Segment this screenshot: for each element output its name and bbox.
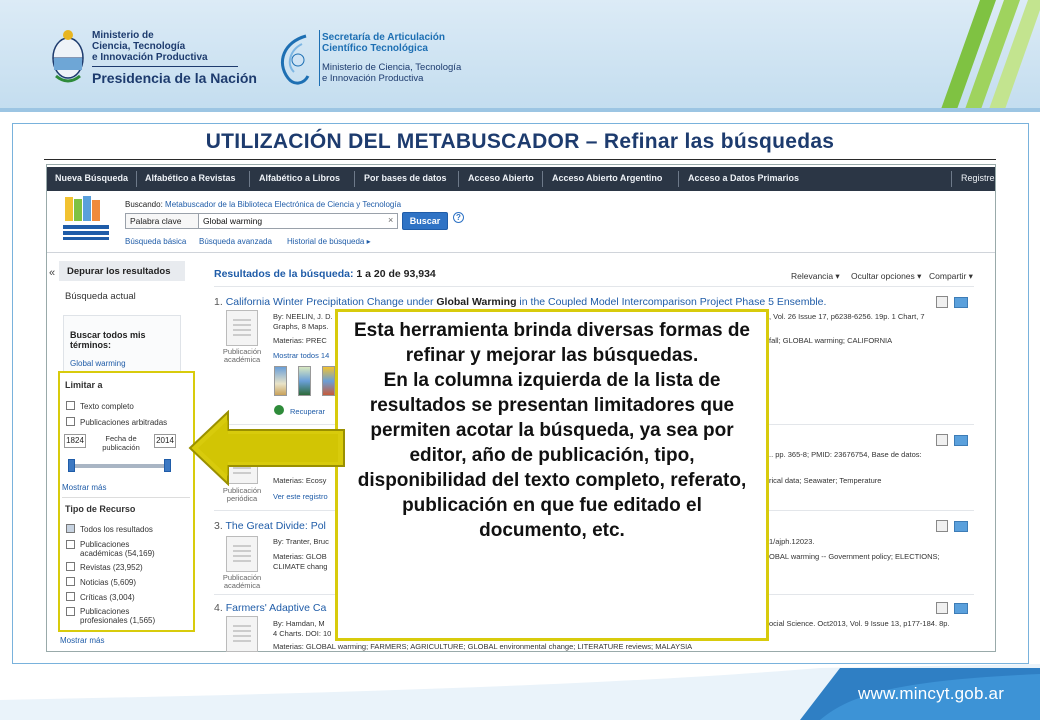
academicas-checkbox[interactable] (66, 540, 75, 549)
tipo-recurso-heading: Tipo de Recurso (65, 504, 136, 514)
result-1-image-1[interactable] (274, 366, 287, 396)
buscar-button[interactable]: Buscar (402, 212, 448, 230)
nav-acceso-abierto[interactable]: Acceso Abierto (468, 173, 534, 183)
year-to-input[interactable]: 2014 (154, 434, 176, 448)
search-input[interactable]: Global warming (198, 213, 398, 229)
logo-innovacion2-text: e Innovación Productiva (322, 73, 424, 84)
todos-resultados-checkbox[interactable] (66, 524, 75, 533)
buscar-todos-label: Buscar todos mis términos: (70, 330, 146, 350)
result-1-title-bold: Global Warming (436, 296, 517, 308)
result-2-materias: Materias: Ecosy (273, 476, 327, 485)
texto-completo-label: Texto completo (80, 402, 134, 411)
decorative-bars (920, 0, 1040, 112)
result-1-image-2[interactable] (298, 366, 311, 396)
year-slider-track[interactable] (74, 464, 168, 468)
result-1-materias-right: fall; GLOBAL warming; CALIFORNIA (769, 336, 893, 345)
result-4-thumbnail (226, 616, 258, 652)
ocultar-opciones-dropdown[interactable]: Ocultar opciones ▾ (851, 271, 922, 281)
pointer-arrow (188, 410, 348, 486)
logo-innovacion-text: e Innovación Productiva (92, 52, 208, 63)
results-range: 1 a 20 de 93,934 (356, 268, 436, 280)
result-4-number: 4. (214, 602, 223, 614)
results-divider (214, 286, 974, 287)
result-1-by: By: NEELIN, J. D. (273, 312, 333, 321)
nav-separator (249, 171, 250, 187)
result-3-title[interactable] (214, 520, 326, 532)
result-1-meta2: Graphs, 8 Maps. (273, 322, 329, 331)
result-2-materias-right: rical data; Seawater; Temperature (769, 476, 882, 485)
nav-bases-datos[interactable]: Por bases de datos (364, 173, 447, 183)
historial-busqueda-link[interactable]: Historial de búsqueda ▸ (287, 237, 371, 246)
year-slider-max-handle[interactable] (164, 459, 171, 472)
limiters-panel (58, 371, 195, 632)
result-1-meta-right: , Vol. 26 Issue 17, p6238-6256. 19p. 1 Chart, 7 (769, 312, 925, 321)
add-to-folder-icon[interactable] (954, 297, 968, 308)
swirl-logo-icon (274, 32, 318, 88)
nav-separator (458, 171, 459, 187)
title-rule (44, 159, 996, 160)
result-1-type: Publicación académica (222, 347, 262, 364)
result-1-title[interactable] (214, 296, 826, 308)
busqueda-actual-label[interactable]: Búsqueda actual (65, 291, 136, 302)
result-3-by: By: Tranter, Bruc (273, 537, 329, 546)
criticas-label: Críticas (3,004) (80, 593, 135, 602)
result-4-meta-right: ocial Science. Oct2013, Vol. 9 Issue 13, p177-184. 8p. (769, 619, 950, 628)
result-4-materias: Materias: GLOBAL warming; FARMERS; AGRICULTURE; GLOBAL environmental change; LITERATURE reviews; MALAYSIA (273, 642, 693, 651)
explanation-callout (335, 309, 769, 641)
top-navbar (47, 167, 995, 191)
result-1-title-pre: California Winter Precipitation Change under (225, 296, 437, 308)
current-search-box (63, 315, 181, 375)
result-4-title-text: Farmers' Adaptive Ca (225, 602, 327, 614)
result-2-meta-right: .. pp. 365-8; PMID: 23676754, Base de datos: (769, 450, 922, 459)
fecha-publicacion-label: Fecha de publicación (102, 434, 140, 452)
preview-icon[interactable] (936, 520, 948, 532)
mostrar-mas-link[interactable]: Mostrar más (62, 483, 107, 492)
buscando-source-link[interactable]: Metabuscador de la Biblioteca Electrónica de Ciencia y Tecnología (165, 200, 402, 209)
results-heading (214, 268, 436, 280)
logo-ministerio-text: Ministerio de (92, 30, 154, 41)
result-3-materias2: CLIMATE chang (273, 562, 328, 571)
noticias-checkbox[interactable] (66, 577, 75, 586)
result-2-ver-registro[interactable]: Ver este registro (273, 492, 328, 501)
result-1-title-post: in the Coupled Model Intercomparison Project Phase 5 Ensemble. (516, 296, 827, 308)
result-4-actions (936, 602, 968, 616)
revistas-label: Revistas (23,952) (80, 563, 143, 572)
help-icon[interactable]: ? (453, 212, 464, 223)
year-slider-min-handle[interactable] (68, 459, 75, 472)
logo-divider (92, 66, 238, 67)
add-to-folder-icon[interactable] (954, 435, 968, 446)
arbitradas-checkbox[interactable] (66, 417, 75, 426)
preview-icon[interactable] (936, 296, 948, 308)
coat-of-arms-icon (50, 26, 86, 86)
slide-title: UTILIZACIÓN DEL METABUSCADOR – Refinar las búsquedas (205, 130, 835, 153)
header-banner (0, 0, 1040, 112)
relevancia-dropdown[interactable]: Relevancia ▾ (791, 271, 840, 281)
arbitradas-label: Publicaciones arbitradas (80, 418, 168, 427)
result-3-title-text: The Great Divide: Pol (225, 520, 326, 532)
nav-alfabetico-revistas[interactable]: Alfabético a Revistas (145, 173, 236, 183)
criticas-checkbox[interactable] (66, 592, 75, 601)
result-1-recuperar[interactable]: Recuperar (290, 407, 326, 416)
result-1-thumbnail (226, 310, 258, 346)
collapse-sidebar-icon[interactable]: « (49, 267, 56, 279)
result-3-meta-right: 1/ajph.12023. (769, 537, 815, 546)
result-2-actions (936, 434, 968, 448)
nav-separator (354, 171, 355, 187)
noticias-label: Noticias (5,609) (80, 578, 137, 587)
nav-separator (951, 171, 952, 187)
busqueda-basica-link[interactable]: Búsqueda básica (125, 237, 187, 246)
result-1-number: 1. (214, 296, 223, 308)
result-3-thumbnail (226, 536, 258, 572)
search-field-select[interactable]: Palabra clave (125, 213, 199, 229)
results-label: Resultados de la búsqueda: (214, 268, 354, 280)
nav-separator (678, 171, 679, 187)
buscando-text (125, 200, 401, 209)
result-3-number: 3. (214, 520, 223, 532)
result-1-materias: Materias: PREC (273, 336, 327, 345)
result-4-meta2: 4 Charts. DOI: 10 (273, 629, 332, 638)
academicas-label: Publicaciones académicas (54,169) (80, 540, 155, 558)
profesionales-label: Publicaciones profesionales (1,565) (80, 607, 156, 625)
depurar-header: Depurar los resultados (59, 261, 185, 281)
buscando-label: Buscando: (125, 200, 163, 209)
result-3-actions (936, 520, 968, 534)
preview-icon[interactable] (936, 434, 948, 446)
preview-icon[interactable] (936, 602, 948, 614)
secretaria-logo (274, 28, 474, 92)
add-to-folder-icon[interactable] (954, 521, 968, 532)
result-3-type: Publicación académica (222, 573, 262, 590)
footer-url[interactable]: www.mincyt.gob.ar (858, 684, 1005, 703)
logo2-divider (319, 30, 320, 86)
logo-ministerio2-text: Ministerio de Ciencia, Tecnología (322, 62, 462, 73)
compartir-dropdown[interactable]: Compartir ▾ (929, 271, 973, 281)
current-term: Global warming (70, 359, 126, 368)
logo-ciencia-text: Ciencia, Tecnología (92, 41, 186, 52)
ministerio-logo (50, 26, 257, 90)
clear-search-icon[interactable]: × (388, 215, 394, 225)
add-to-folder-icon[interactable] (954, 603, 968, 614)
result-1-image-3[interactable] (322, 366, 335, 396)
result-4-title[interactable] (214, 602, 326, 614)
callout-text: Esta herramienta brinda diversas formas de refinar y mejorar las búsquedas. En la columna izquierda de la lista de resultados se presentan limitadores que permiten acotar la búsqueda, ya sea por editor, año de publicación, tipo, disponibilidad del texto completo, referato, publicación en que fue editado el documento, etc. (354, 320, 750, 541)
logo-presidencia-text: Presidencia de la Nación (92, 70, 257, 86)
biblioteca-electronica-logo (59, 195, 113, 243)
limitar-heading: Limitar a (65, 380, 103, 390)
result-1-actions (936, 296, 968, 310)
nav-datos-primarios[interactable]: Acceso a Datos Primarios (688, 173, 800, 183)
result-3-materias: Materias: GLOB (273, 552, 327, 561)
mostrar-mas-tipos-link[interactable]: Mostrar más (60, 636, 105, 645)
nav-nueva-busqueda[interactable]: Nueva Búsqueda (55, 173, 129, 183)
logo-secretaria-text: Secretaría de Articulación (322, 32, 446, 43)
result-2-type: Publicación periódica (222, 486, 262, 503)
todos-resultados-label: Todos los resultados (80, 525, 153, 534)
nav-registre[interactable]: Registre (961, 173, 995, 183)
busqueda-avanzada-link[interactable]: Búsqueda avanzada (199, 237, 272, 246)
result-3-materias-right: OBAL warming -- Government policy; ELECTIONS; (769, 552, 940, 561)
banner-bottom-line (0, 108, 1040, 112)
profesionales-checkbox[interactable] (66, 607, 75, 616)
nav-separator (542, 171, 543, 187)
year-from-input[interactable]: 1824 (64, 434, 86, 448)
nav-separator (136, 171, 137, 187)
nav-acceso-abierto-argentino[interactable]: Acceso Abierto Argentino (552, 173, 663, 183)
limiter-divider (62, 497, 190, 498)
revistas-checkbox[interactable] (66, 562, 75, 571)
logo-cientifico-text: Científico Tecnológica (322, 43, 428, 54)
result-4-by: By: Hamdan, M (273, 619, 325, 628)
result-1-mostrar-todos[interactable]: Mostrar todos 14 (273, 351, 330, 360)
texto-completo-checkbox[interactable] (66, 401, 75, 410)
nav-alfabetico-libros[interactable]: Alfabético a Libros (259, 173, 341, 183)
